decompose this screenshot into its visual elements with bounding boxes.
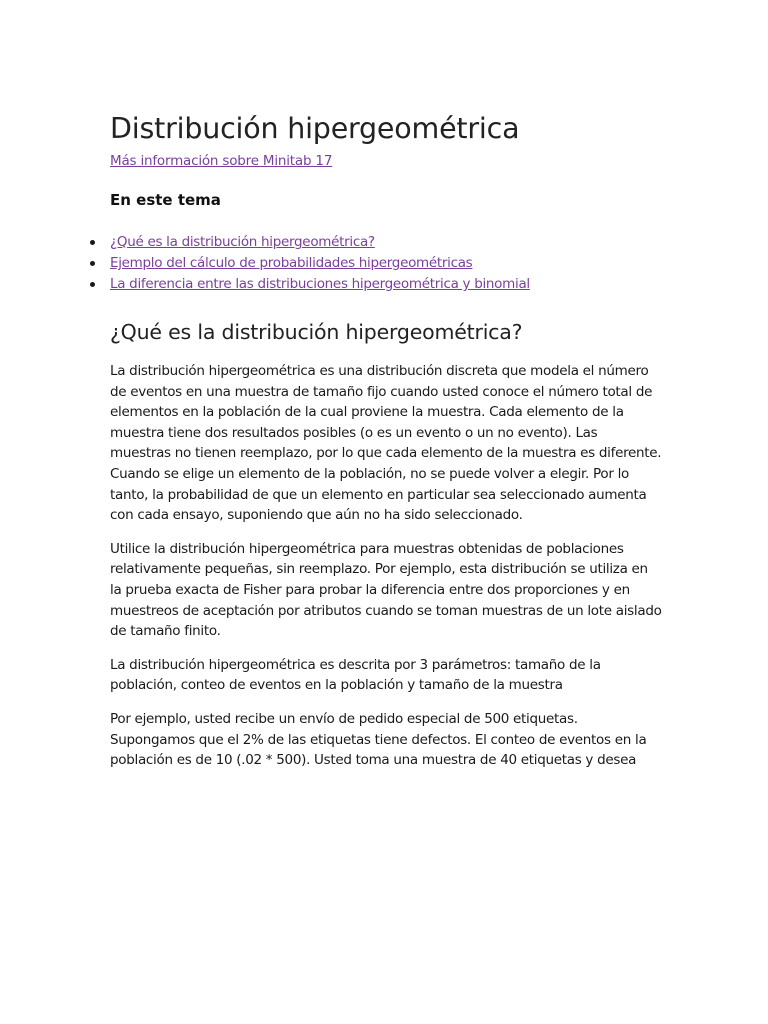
topic-link-difference[interactable]: La diferencia entre las distribuciones hipergeométrica y binomial xyxy=(110,276,530,292)
bullet-icon xyxy=(90,261,95,266)
bullet-icon xyxy=(90,240,95,245)
section-title: ¿Qué es la distribución hipergeométrica? xyxy=(110,320,523,344)
topic-list xyxy=(86,232,662,295)
body-paragraph: Utilice la distribución hipergeométrica para muestras obtenidas de poblaciones relativamente pequeñas, sin reemplazo. Por ejemplo, esta distribución se utiliza en la prueba exacta de Fisher para probar la diferencia entre dos proporciones y en muestreos de aceptación por atributos cuando se toman muestras de un lote aislado de tamaño finito. xyxy=(110,540,662,640)
more-info-link[interactable]: Más información sobre Minitab 17 xyxy=(110,153,333,169)
topic-list-item xyxy=(86,253,662,274)
body-paragraph: La distribución hipergeométrica es una distribución discreta que modela el número de eventos en una muestra de tamaño fijo cuando usted conoce el número total de elementos en la población de la cual proviene la muestra. Cada elemento de la muestra tiene dos resultados posibles (o es un evento o un no evento). Las muestras no tienen reemplazo, por lo que cada elemento de la muestra es diferente. Cuando se elige un elemento de la población, no se puede volver a elegir. Por lo tanto, la probabilidad de que un elemento en particular sea seleccionado aumenta con cada ensayo, suponiendo que aún no ha sido seleccionado. xyxy=(110,363,662,524)
topic-list-item xyxy=(86,274,662,295)
body-paragraph: Por ejemplo, usted recibe un envío de pedido especial de 500 etiquetas. Supongamos que el 2% de las etiquetas tiene defectos. El conteo de eventos en la población es de 10 (.02 * 500). Usted toma una muestra de 40 etiquetas y desea xyxy=(110,710,647,769)
topic-link-what-is[interactable]: ¿Qué es la distribución hipergeométrica? xyxy=(110,234,375,250)
bullet-icon xyxy=(90,282,95,287)
topic-heading: En este tema xyxy=(110,191,221,209)
page-title: Distribución hipergeométrica xyxy=(110,112,520,145)
body-paragraph: La distribución hipergeométrica es descrita por 3 parámetros: tamaño de la población, conteo de eventos en la población y tamaño de la muestra xyxy=(110,656,601,694)
topic-list-item xyxy=(86,232,662,253)
document-page xyxy=(110,108,662,771)
topic-link-example[interactable]: Ejemplo del cálculo de probabilidades hipergeométricas xyxy=(110,255,473,271)
